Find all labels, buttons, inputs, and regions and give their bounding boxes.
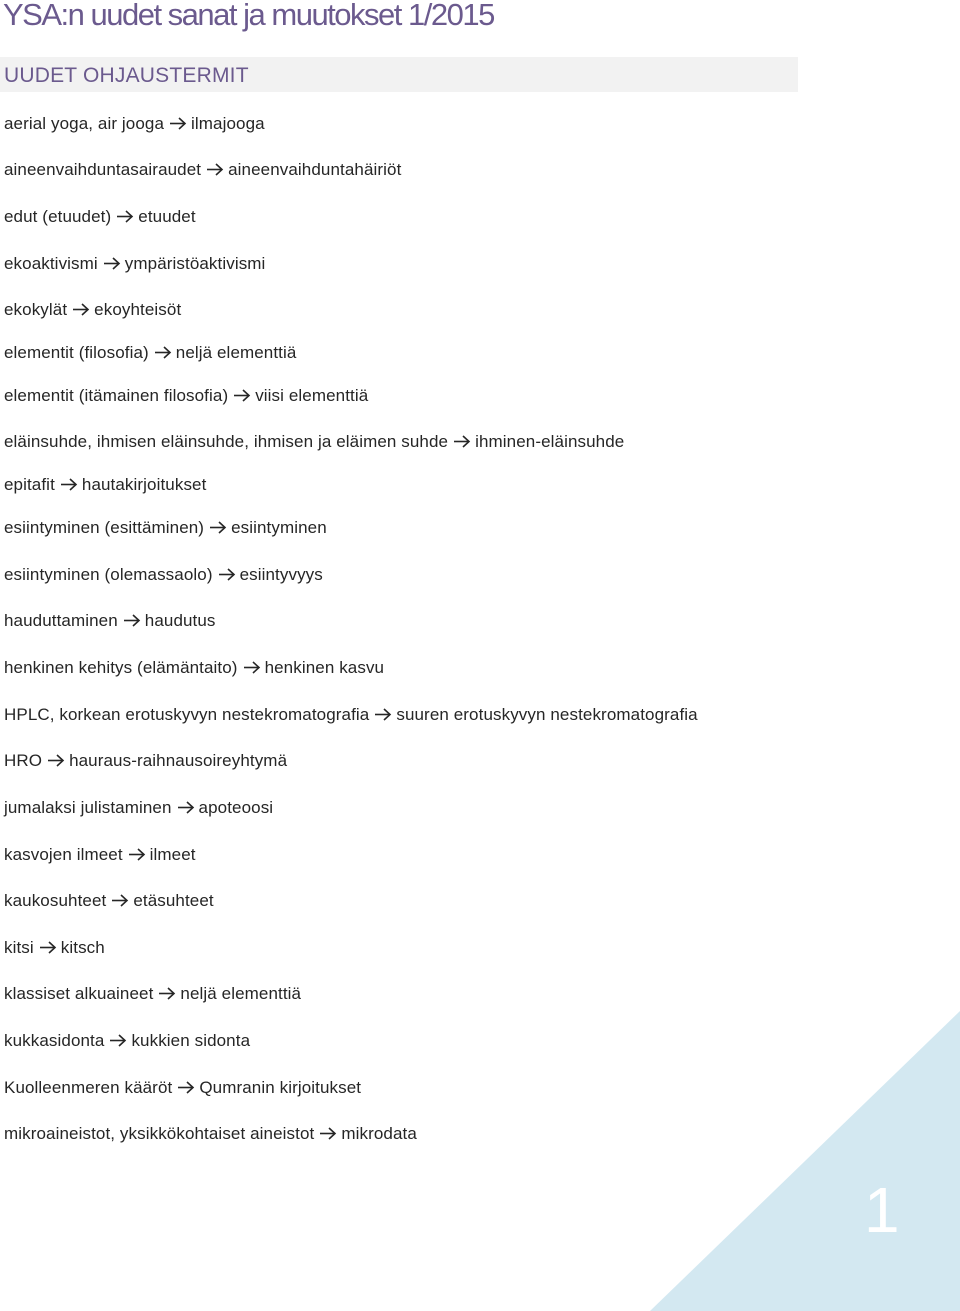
term-entry: [4, 1122, 417, 1146]
right-arrow-icon: [128, 848, 146, 861]
term-entry: [4, 516, 327, 540]
old-term: esiintyminen (esittäminen): [4, 518, 205, 537]
right-arrow-icon: [209, 521, 227, 534]
right-arrow-icon: [177, 1081, 195, 1094]
term-entry: [4, 112, 265, 136]
right-arrow-icon: [111, 894, 129, 907]
new-term: hautakirjoitukset: [81, 475, 207, 494]
new-term: neljä elementtiä: [175, 343, 297, 362]
old-term: aerial yoga, air jooga: [4, 114, 165, 133]
term-entry: [4, 703, 698, 727]
old-term: elementit (itämainen filosofia): [4, 386, 229, 405]
new-term: etäsuhteet: [133, 891, 214, 910]
section-heading-bar: [0, 57, 798, 92]
term-entry: [4, 843, 196, 867]
old-term: jumalaksi julistaminen: [4, 798, 172, 817]
right-arrow-icon: [374, 708, 392, 721]
right-arrow-icon: [123, 614, 141, 627]
new-term: ilmajooga: [191, 114, 265, 133]
term-entry: [4, 205, 196, 229]
right-arrow-icon: [60, 478, 78, 491]
corner-decoration: [650, 1011, 960, 1311]
page-number: 1: [864, 1174, 900, 1246]
old-term: kitsi: [4, 938, 34, 957]
right-arrow-icon: [116, 210, 134, 223]
right-arrow-icon: [177, 801, 195, 814]
right-arrow-icon: [169, 117, 187, 130]
right-arrow-icon: [72, 303, 90, 316]
term-entry: [4, 341, 296, 365]
new-term: kitsch: [60, 938, 105, 957]
document-title: YSA:n uudet sanat ja muutokset 1/2015: [3, 0, 494, 32]
old-term: mikroaineistot, yksikkökohtaiset aineistot: [4, 1124, 315, 1143]
right-arrow-icon: [319, 1127, 337, 1140]
term-entry: [4, 656, 384, 680]
old-term: Kuolleenmeren kääröt: [4, 1078, 173, 1097]
new-term: ekoyhteisöt: [94, 300, 182, 319]
term-entry: [4, 252, 265, 276]
old-term: kaukosuhteet: [4, 891, 107, 910]
term-entry: [4, 749, 287, 773]
new-term: neljä elementtiä: [180, 984, 302, 1003]
term-entry: [4, 982, 301, 1006]
old-term: HPLC, korkean erotuskyvyn nestekromatografia: [4, 705, 370, 724]
new-term: aineenvaihduntahäiriöt: [228, 160, 402, 179]
old-term: esiintyminen (olemassaolo): [4, 565, 213, 584]
term-entry: [4, 563, 323, 587]
right-arrow-icon: [47, 754, 65, 767]
new-term: esiintyminen: [231, 518, 327, 537]
new-term: viisi elementtiä: [255, 386, 369, 405]
term-entry: [4, 889, 214, 913]
new-term: henkinen kasvu: [264, 658, 385, 677]
right-arrow-icon: [109, 1034, 127, 1047]
term-entry: [4, 609, 216, 633]
old-term: kukkasidonta: [4, 1031, 105, 1050]
new-term: haudutus: [144, 611, 216, 630]
old-term: ekokylät: [4, 300, 68, 319]
old-term: eläinsuhde, ihmisen eläinsuhde, ihmisen ja eläimen suhde: [4, 432, 449, 451]
right-arrow-icon: [453, 435, 471, 448]
right-arrow-icon: [233, 389, 251, 402]
right-arrow-icon: [39, 941, 57, 954]
old-term: henkinen kehitys (elämäntaito): [4, 658, 238, 677]
right-arrow-icon: [103, 257, 121, 270]
new-term: apoteoosi: [198, 798, 274, 817]
term-entry: [4, 1076, 361, 1100]
old-term: ekoaktivismi: [4, 254, 98, 273]
new-term: hauraus-raihnausoireyhtymä: [69, 751, 288, 770]
old-term: kasvojen ilmeet: [4, 845, 123, 864]
new-term: esiintyvyys: [239, 565, 323, 584]
right-arrow-icon: [243, 661, 261, 674]
new-term: kukkien sidonta: [131, 1031, 251, 1050]
term-entry: [4, 430, 624, 454]
new-term: suuren erotuskyvyn nestekromatografia: [396, 705, 698, 724]
right-arrow-icon: [206, 163, 224, 176]
term-entry: [4, 936, 105, 960]
new-term: ilmeet: [149, 845, 196, 864]
term-entry: [4, 796, 273, 820]
old-term: elementit (filosofia): [4, 343, 149, 362]
right-arrow-icon: [154, 346, 172, 359]
old-term: edut (etuudet): [4, 207, 112, 226]
section-heading: UUDET OHJAUSTERMIT: [4, 64, 249, 87]
old-term: hauduttaminen: [4, 611, 118, 630]
old-term: aineenvaihduntasairaudet: [4, 160, 202, 179]
right-arrow-icon: [218, 568, 236, 581]
term-entry: [4, 1029, 250, 1053]
new-term: etuudet: [138, 207, 196, 226]
old-term: epitafit: [4, 475, 55, 494]
old-term: klassiset alkuaineet: [4, 984, 154, 1003]
term-entry: [4, 158, 401, 182]
term-entry: [4, 473, 206, 497]
new-term: Qumranin kirjoitukset: [199, 1078, 362, 1097]
new-term: ympäristöaktivismi: [124, 254, 266, 273]
term-entry: [4, 384, 368, 408]
old-term: HRO: [4, 751, 43, 770]
term-entry: [4, 298, 181, 322]
right-arrow-icon: [158, 987, 176, 1000]
new-term: mikrodata: [341, 1124, 417, 1143]
new-term: ihminen-eläinsuhde: [475, 432, 625, 451]
